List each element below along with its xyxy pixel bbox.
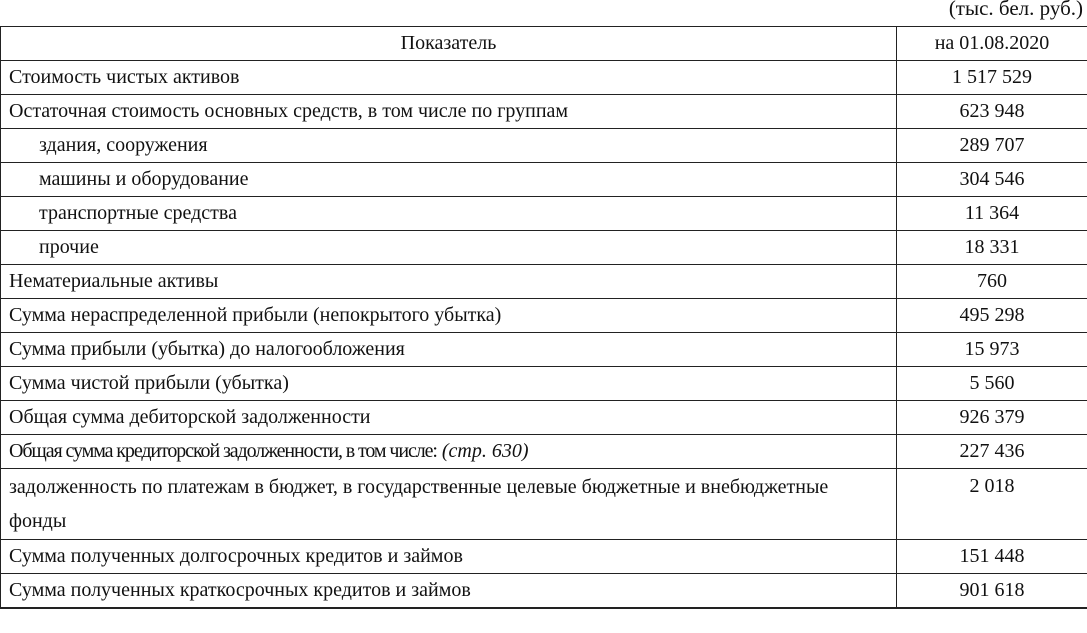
row-label-buildings: здания, сооружения	[1, 129, 897, 163]
row-label-short-term-loans: Сумма полученных краткосрочных кредитов и займов	[1, 574, 897, 609]
table-row	[1, 299, 1087, 333]
table-row	[1, 333, 1087, 367]
units-caption: (тыс. бел. руб.)	[948, 0, 1083, 20]
table-row	[1, 61, 1087, 95]
row-value-vehicles: 11 364	[897, 197, 1087, 231]
row-value-retained-earnings: 495 298	[897, 299, 1087, 333]
row-value-short-term-loans: 901 618	[897, 574, 1087, 609]
column-header-date: на 01.08.2020	[897, 27, 1087, 61]
table-row	[1, 95, 1087, 129]
financial-indicators-table	[0, 26, 1087, 609]
table-row	[1, 435, 1087, 469]
table-row	[1, 231, 1087, 265]
row-value-net-assets: 1 517 529	[897, 61, 1087, 95]
payables-line-reference: (стр. 630)	[441, 440, 529, 462]
row-label-intangible-assets: Нематериальные активы	[1, 265, 897, 299]
row-label-net-profit: Сумма чистой прибыли (убытка)	[1, 367, 897, 401]
table-row	[1, 197, 1087, 231]
row-label-pretax-profit: Сумма прибыли (убытка) до налогообложения	[1, 333, 897, 367]
table-row	[1, 265, 1087, 299]
table-row	[1, 129, 1087, 163]
row-label-fixed-assets: Остаточная стоимость основных средств, в том числе по группам	[1, 95, 897, 129]
row-value-intangible-assets: 760	[897, 265, 1087, 299]
row-label-vehicles: транспортные средства	[1, 197, 897, 231]
column-header-indicator: Показатель	[1, 27, 897, 61]
row-label-long-term-loans: Сумма полученных долгосрочных кредитов и займов	[1, 540, 897, 574]
row-label-payables	[1, 435, 897, 469]
row-label-receivables: Общая сумма дебиторской задолженности	[1, 401, 897, 435]
table-row	[1, 574, 1087, 609]
row-label-machinery: машины и оборудование	[1, 163, 897, 197]
row-value-budget-debt: 2 018	[897, 469, 1087, 540]
row-label-net-assets: Стоимость чистых активов	[1, 61, 897, 95]
table-header-row	[1, 27, 1087, 61]
row-value-fixed-assets: 623 948	[897, 95, 1087, 129]
payables-label-text: Общая сумма кредиторской задолженности, в том числе:	[9, 440, 437, 462]
row-value-receivables: 926 379	[897, 401, 1087, 435]
row-value-other: 18 331	[897, 231, 1087, 265]
row-label-other: прочие	[1, 231, 897, 265]
table-row	[1, 401, 1087, 435]
table-row	[1, 367, 1087, 401]
row-value-net-profit: 5 560	[897, 367, 1087, 401]
row-value-buildings: 289 707	[897, 129, 1087, 163]
row-value-machinery: 304 546	[897, 163, 1087, 197]
table-row	[1, 540, 1087, 574]
row-value-pretax-profit: 15 973	[897, 333, 1087, 367]
row-label-budget-debt: задолженность по платежам в бюджет, в государственные целевые бюджетные и внебюджетные фонды	[1, 469, 897, 540]
table-row	[1, 469, 1087, 540]
row-label-retained-earnings: Сумма нераспределенной прибыли (непокрытого убытка)	[1, 299, 897, 333]
table-row	[1, 163, 1087, 197]
row-value-long-term-loans: 151 448	[897, 540, 1087, 574]
row-value-payables: 227 436	[897, 435, 1087, 469]
